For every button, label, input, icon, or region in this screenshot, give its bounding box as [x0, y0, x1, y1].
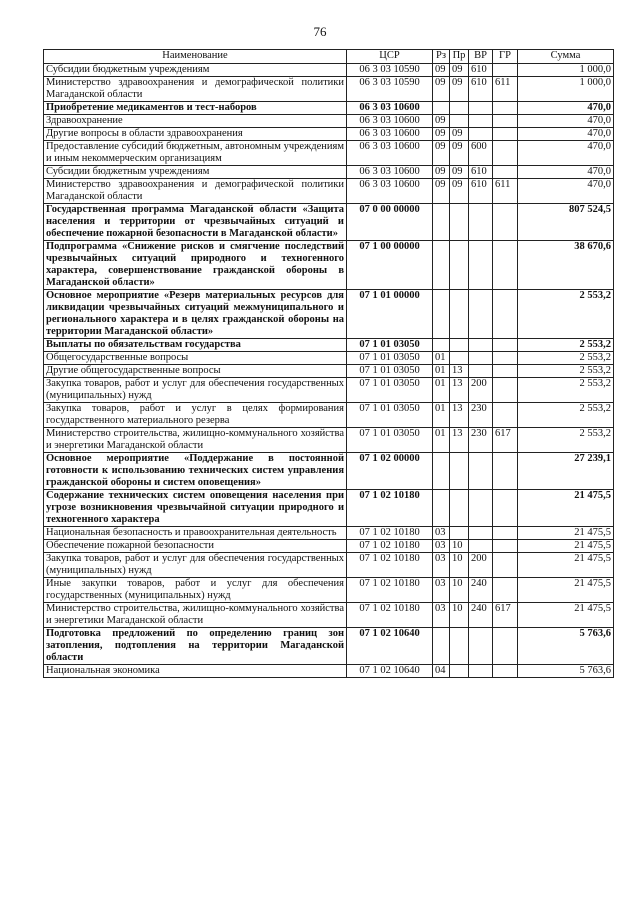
table-row: [44, 115, 614, 128]
row-csr: 07 1 02 10180: [347, 578, 433, 603]
table-row: [44, 628, 614, 665]
row-pr: 13: [450, 403, 469, 428]
row-pr: 13: [450, 365, 469, 378]
row-sum: 5 763,6: [518, 628, 614, 665]
header-vr: ВР: [469, 50, 493, 64]
header-sum: Сумма: [518, 50, 614, 64]
row-csr: 06 3 03 10590: [347, 77, 433, 102]
row-pr: 13: [450, 378, 469, 403]
row-pr: 10: [450, 578, 469, 603]
row-pr: [450, 453, 469, 490]
row-name: Другие общегосударственные вопросы: [44, 365, 347, 378]
row-vr: [469, 241, 493, 290]
header-csr: ЦСР: [347, 50, 433, 64]
row-rz: 03: [433, 540, 450, 553]
row-sum: 470,0: [518, 179, 614, 204]
row-csr: 07 1 02 10180: [347, 540, 433, 553]
table-row: [44, 64, 614, 77]
row-pr: [450, 665, 469, 678]
row-rz: 01: [433, 403, 450, 428]
row-vr: [469, 128, 493, 141]
table-row: [44, 141, 614, 166]
row-name: Иные закупки товаров, работ и услуг для обеспечения государственных (муниципальных) нужд: [44, 578, 347, 603]
row-rz: 09: [433, 141, 450, 166]
row-sum: 470,0: [518, 166, 614, 179]
row-rz: 03: [433, 527, 450, 540]
row-gr: [493, 290, 518, 339]
row-pr: 09: [450, 64, 469, 77]
row-sum: 21 475,5: [518, 578, 614, 603]
table-row: [44, 128, 614, 141]
row-gr: [493, 241, 518, 290]
row-csr: 06 3 03 10600: [347, 166, 433, 179]
row-csr: 07 1 02 00000: [347, 453, 433, 490]
row-csr: 07 1 01 03050: [347, 339, 433, 352]
row-name: Основное мероприятие «Резерв материальных ресурсов для ликвидации чрезвычайных ситуаций межмуниципального и регионального характера и в целях гражданской обороны на территории Магаданской области»: [44, 290, 347, 339]
row-csr: 07 1 02 10180: [347, 603, 433, 628]
row-vr: 610: [469, 77, 493, 102]
row-rz: [433, 453, 450, 490]
row-rz: 03: [433, 553, 450, 578]
row-vr: 200: [469, 553, 493, 578]
table-row: [44, 102, 614, 115]
row-gr: [493, 628, 518, 665]
row-pr: 09: [450, 166, 469, 179]
row-vr: 200: [469, 378, 493, 403]
row-gr: 617: [493, 428, 518, 453]
row-rz: 09: [433, 115, 450, 128]
row-csr: 07 1 01 00000: [347, 290, 433, 339]
table-row: [44, 490, 614, 527]
row-pr: [450, 115, 469, 128]
row-rz: [433, 241, 450, 290]
row-pr: [450, 339, 469, 352]
table-row: [44, 378, 614, 403]
row-gr: 611: [493, 77, 518, 102]
row-pr: 10: [450, 540, 469, 553]
row-sum: 2 553,2: [518, 428, 614, 453]
table-row: [44, 527, 614, 540]
row-sum: 21 475,5: [518, 553, 614, 578]
row-gr: [493, 128, 518, 141]
row-csr: 07 1 02 10640: [347, 628, 433, 665]
row-gr: [493, 527, 518, 540]
row-name: Национальная экономика: [44, 665, 347, 678]
page-number: 76: [313, 24, 327, 39]
table-row: [44, 352, 614, 365]
row-rz: 09: [433, 166, 450, 179]
row-rz: 09: [433, 64, 450, 77]
row-vr: [469, 352, 493, 365]
row-sum: 21 475,5: [518, 527, 614, 540]
row-vr: 230: [469, 403, 493, 428]
row-sum: 2 553,2: [518, 290, 614, 339]
row-sum: 2 553,2: [518, 365, 614, 378]
row-pr: [450, 490, 469, 527]
row-rz: 09: [433, 77, 450, 102]
budget-table: [43, 49, 614, 678]
row-name: Министерство здравоохранения и демографической политики Магаданской области: [44, 179, 347, 204]
table-row: [44, 179, 614, 204]
row-csr: 06 3 03 10600: [347, 179, 433, 204]
row-pr: 10: [450, 553, 469, 578]
row-rz: [433, 290, 450, 339]
row-gr: [493, 102, 518, 115]
row-rz: [433, 490, 450, 527]
row-sum: 470,0: [518, 128, 614, 141]
row-rz: 09: [433, 128, 450, 141]
table-row: [44, 453, 614, 490]
row-sum: 2 553,2: [518, 352, 614, 365]
header-gr: ГР: [493, 50, 518, 64]
row-sum: 1 000,0: [518, 77, 614, 102]
row-csr: 06 3 03 10600: [347, 128, 433, 141]
row-gr: [493, 141, 518, 166]
row-vr: [469, 527, 493, 540]
row-csr: 07 1 02 10180: [347, 490, 433, 527]
row-sum: 5 763,6: [518, 665, 614, 678]
table-row: [44, 365, 614, 378]
row-csr: 06 3 03 10600: [347, 115, 433, 128]
row-gr: [493, 115, 518, 128]
row-gr: [493, 553, 518, 578]
row-vr: 230: [469, 428, 493, 453]
table-row: [44, 578, 614, 603]
row-vr: [469, 540, 493, 553]
header-rz: Рз: [433, 50, 450, 64]
row-pr: [450, 241, 469, 290]
row-vr: [469, 339, 493, 352]
row-pr: 09: [450, 179, 469, 204]
header-pr: Пр: [450, 50, 469, 64]
row-name: Министерство здравоохранения и демографической политики Магаданской области: [44, 77, 347, 102]
table-row: [44, 77, 614, 102]
row-vr: [469, 290, 493, 339]
row-vr: 610: [469, 64, 493, 77]
row-sum: 1 000,0: [518, 64, 614, 77]
row-name: Содержание технических систем оповещения населения при угрозе возникновения чрезвычайной ситуации природного и техногенного характера: [44, 490, 347, 527]
row-csr: 07 1 01 03050: [347, 365, 433, 378]
row-rz: 09: [433, 179, 450, 204]
row-sum: 807 524,5: [518, 204, 614, 241]
row-csr: 07 1 00 00000: [347, 241, 433, 290]
row-rz: [433, 339, 450, 352]
row-name: Здравоохранение: [44, 115, 347, 128]
row-pr: 10: [450, 603, 469, 628]
table-row: [44, 603, 614, 628]
row-pr: [450, 352, 469, 365]
row-rz: 03: [433, 603, 450, 628]
row-vr: [469, 204, 493, 241]
row-rz: 01: [433, 428, 450, 453]
row-vr: [469, 115, 493, 128]
row-vr: 240: [469, 578, 493, 603]
row-gr: 611: [493, 179, 518, 204]
row-vr: [469, 490, 493, 527]
row-vr: 610: [469, 166, 493, 179]
row-csr: 07 1 01 03050: [347, 428, 433, 453]
row-name: Закупка товаров, работ и услуг для обеспечения государственных (муниципальных) нужд: [44, 378, 347, 403]
row-gr: [493, 204, 518, 241]
row-gr: [493, 64, 518, 77]
row-sum: 2 553,2: [518, 403, 614, 428]
row-vr: 610: [469, 179, 493, 204]
row-name: Национальная безопасность и правоохранительная деятельность: [44, 527, 347, 540]
row-gr: 617: [493, 603, 518, 628]
row-vr: [469, 453, 493, 490]
row-rz: 01: [433, 365, 450, 378]
table-row: [44, 540, 614, 553]
row-vr: [469, 102, 493, 115]
row-name: Предоставление субсидий бюджетным, автономным учреждениям и иным некоммерческим организациям: [44, 141, 347, 166]
row-name: Подпрограмма «Снижение рисков и смягчение последствий чрезвычайных ситуаций природного и техногенного характера, совершенствование гражданской обороны в Магаданской области»: [44, 241, 347, 290]
row-gr: [493, 403, 518, 428]
row-vr: 240: [469, 603, 493, 628]
table-row: [44, 428, 614, 453]
row-gr: [493, 378, 518, 403]
row-name: Общегосударственные вопросы: [44, 352, 347, 365]
row-sum: 470,0: [518, 102, 614, 115]
row-sum: 470,0: [518, 141, 614, 166]
table-row: [44, 403, 614, 428]
row-pr: [450, 290, 469, 339]
row-name: Субсидии бюджетным учреждениям: [44, 166, 347, 179]
row-gr: [493, 665, 518, 678]
row-gr: [493, 490, 518, 527]
row-pr: [450, 102, 469, 115]
row-vr: [469, 365, 493, 378]
row-vr: [469, 628, 493, 665]
row-sum: 470,0: [518, 115, 614, 128]
row-name: Субсидии бюджетным учреждениям: [44, 64, 347, 77]
row-gr: [493, 166, 518, 179]
row-rz: [433, 628, 450, 665]
row-gr: [493, 453, 518, 490]
table-row: [44, 166, 614, 179]
row-name: Закупка товаров, работ и услуг в целях формирования государственного материального резерва: [44, 403, 347, 428]
row-sum: 2 553,2: [518, 339, 614, 352]
row-csr: 07 1 01 03050: [347, 352, 433, 365]
table-row: [44, 339, 614, 352]
row-csr: 06 3 03 10590: [347, 64, 433, 77]
row-rz: [433, 204, 450, 241]
table-row: [44, 290, 614, 339]
row-sum: 21 475,5: [518, 540, 614, 553]
row-pr: [450, 527, 469, 540]
row-pr: 13: [450, 428, 469, 453]
table-row: [44, 553, 614, 578]
row-name: Государственная программа Магаданской области «Защита населения и территории от чрезвычайных ситуаций и обеспечение пожарной безопасности в Магаданской области»: [44, 204, 347, 241]
row-vr: [469, 665, 493, 678]
row-csr: 07 1 02 10180: [347, 527, 433, 540]
row-rz: 01: [433, 378, 450, 403]
row-sum: 27 239,1: [518, 453, 614, 490]
row-pr: [450, 204, 469, 241]
row-rz: 03: [433, 578, 450, 603]
table-row: [44, 665, 614, 678]
row-name: Другие вопросы в области здравоохранения: [44, 128, 347, 141]
table-header-row: [44, 50, 614, 64]
row-gr: [493, 352, 518, 365]
row-name: Министерство строительства, жилищно-коммунального хозяйства и энергетики Магаданской области: [44, 428, 347, 453]
row-vr: 600: [469, 141, 493, 166]
row-name: Приобретение медикаментов и тест-наборов: [44, 102, 347, 115]
row-rz: [433, 102, 450, 115]
row-csr: 07 1 01 03050: [347, 403, 433, 428]
header-name: Наименование: [44, 50, 347, 64]
row-csr: 07 1 02 10180: [347, 553, 433, 578]
row-gr: [493, 365, 518, 378]
row-name: Закупка товаров, работ и услуг для обеспечения государственных (муниципальных) нужд: [44, 553, 347, 578]
row-gr: [493, 578, 518, 603]
row-rz: 01: [433, 352, 450, 365]
row-pr: [450, 628, 469, 665]
table-row: [44, 204, 614, 241]
row-pr: 09: [450, 77, 469, 102]
row-csr: 06 3 03 10600: [347, 102, 433, 115]
row-gr: [493, 339, 518, 352]
row-sum: 21 475,5: [518, 490, 614, 527]
row-pr: 09: [450, 141, 469, 166]
row-sum: 2 553,2: [518, 378, 614, 403]
row-name: Выплаты по обязательствам государства: [44, 339, 347, 352]
table-row: [44, 241, 614, 290]
row-sum: 21 475,5: [518, 603, 614, 628]
row-name: Министерство строительства, жилищно-коммунального хозяйства и энергетики Магаданской области: [44, 603, 347, 628]
row-csr: 07 0 00 00000: [347, 204, 433, 241]
row-gr: [493, 540, 518, 553]
row-sum: 38 670,6: [518, 241, 614, 290]
row-name: Основное мероприятие «Поддержание в постоянной готовности к использованию технических систем управления гражданской обороны и систем оповещения»: [44, 453, 347, 490]
row-csr: 07 1 01 03050: [347, 378, 433, 403]
row-name: Обеспечение пожарной безопасности: [44, 540, 347, 553]
row-csr: 06 3 03 10600: [347, 141, 433, 166]
table-body: [44, 64, 614, 678]
row-name: Подготовка предложений по определению границ зон затопления, подтопления на территории Магаданской области: [44, 628, 347, 665]
row-rz: 04: [433, 665, 450, 678]
row-pr: 09: [450, 128, 469, 141]
row-csr: 07 1 02 10640: [347, 665, 433, 678]
